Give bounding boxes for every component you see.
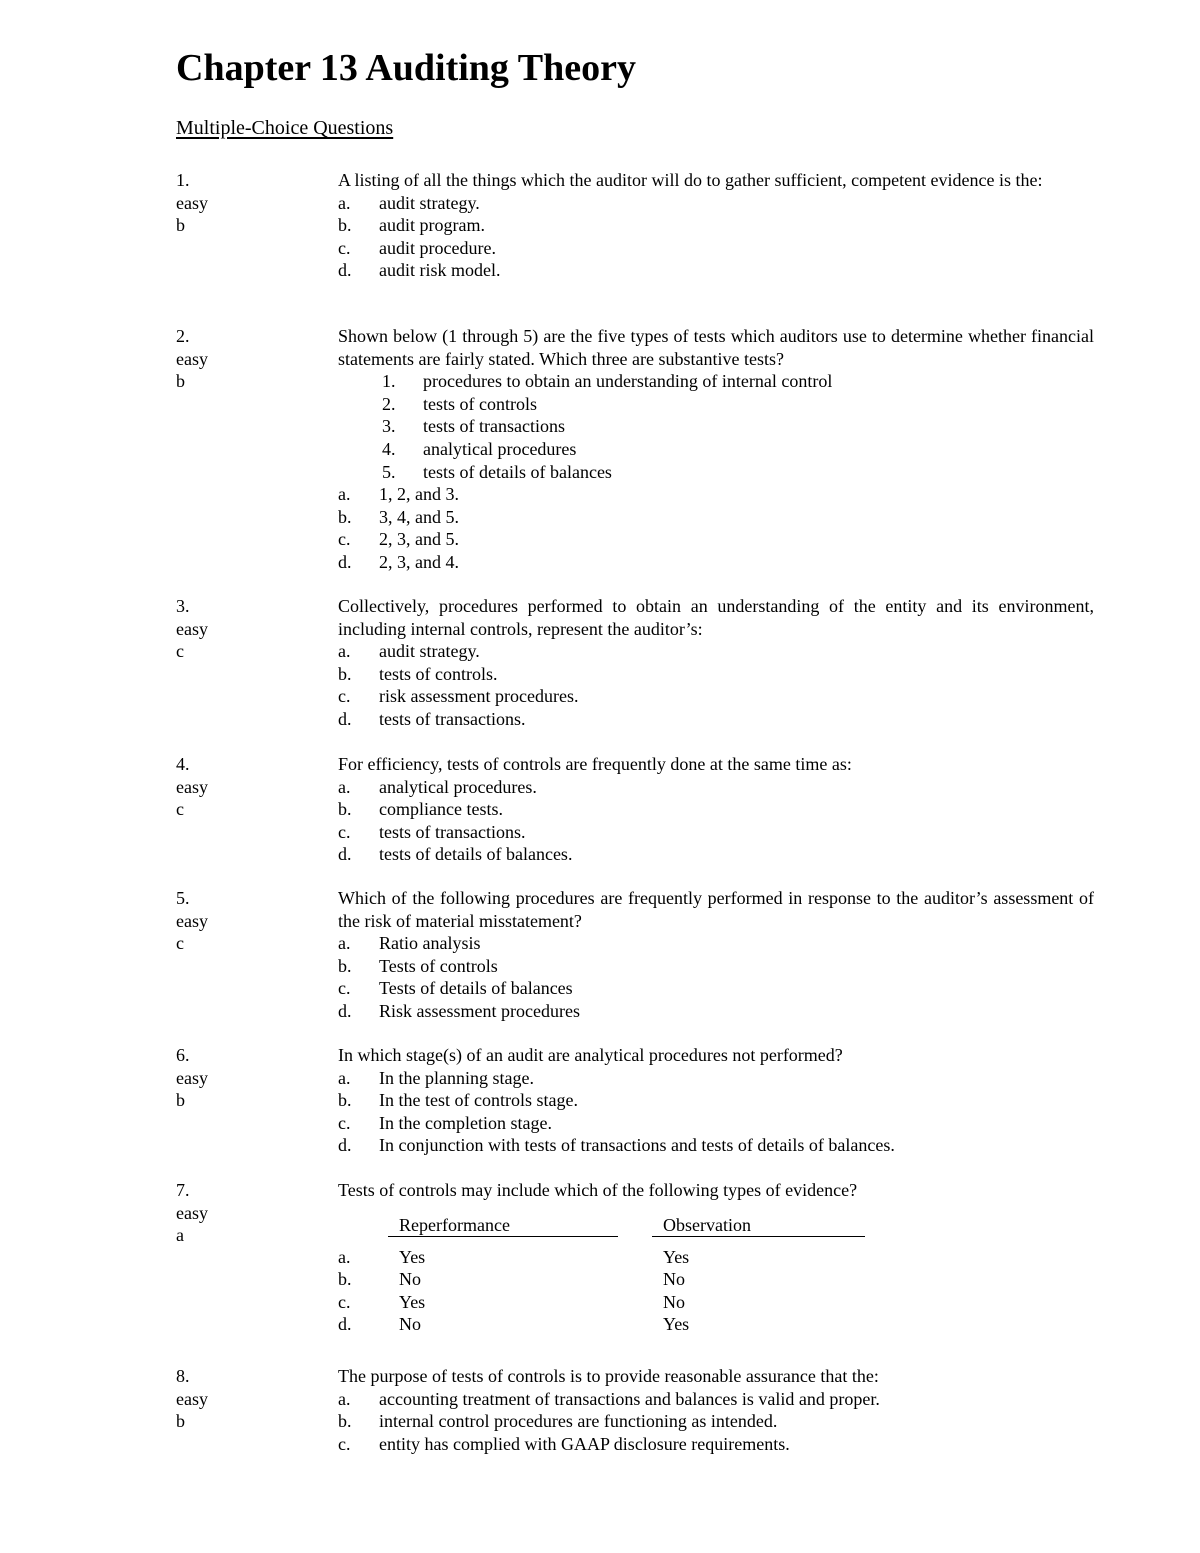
option-letter: b. <box>338 663 352 684</box>
option-c <box>338 821 1094 844</box>
option-d <box>338 843 1094 866</box>
question-answer: c <box>176 641 184 662</box>
observation-value: Yes <box>663 1246 690 1267</box>
option-text: audit risk model. <box>379 260 501 281</box>
test-type-number: 4. <box>382 438 396 459</box>
option-letter: c. <box>338 1291 351 1312</box>
table-row <box>338 1246 1094 1269</box>
question-answer: b <box>176 215 185 236</box>
reperformance-value: No <box>399 1269 421 1290</box>
question-meta <box>176 1044 326 1112</box>
test-type-text: tests of details of balances <box>423 461 612 482</box>
option-text: Risk assessment procedures <box>379 1000 580 1021</box>
test-type-text: analytical procedures <box>423 438 577 459</box>
test-type-number: 1. <box>382 371 396 392</box>
option-text: In conjunction with tests of transactions and tests of details of balances. <box>379 1135 895 1156</box>
question-answer: a <box>176 1225 184 1246</box>
test-type-text: tests of controls <box>423 393 537 414</box>
evidence-table-header <box>338 1214 1094 1246</box>
option-b <box>338 1089 1094 1112</box>
test-type-number: 3. <box>382 416 396 437</box>
question-answer: b <box>176 1090 185 1111</box>
option-b <box>338 955 1094 978</box>
option-d <box>338 259 1094 282</box>
option-letter: b. <box>338 1411 352 1432</box>
option-d <box>338 708 1094 731</box>
question-stem: Which of the following procedures are frequently performed in response to the auditor’s assessment of the risk of material misstatement? <box>338 888 1094 931</box>
option-letter: b. <box>338 215 352 236</box>
option-letter: a. <box>338 933 351 954</box>
question-7 <box>176 1179 1094 1336</box>
option-a <box>338 192 1094 215</box>
question-difficulty: easy <box>176 618 208 639</box>
option-letter: d. <box>338 551 352 572</box>
question-meta <box>176 595 326 663</box>
observation-value: Yes <box>663 1314 690 1335</box>
option-letter: c. <box>338 821 351 842</box>
option-letter: a. <box>338 1246 351 1267</box>
question-number: 3. <box>176 596 190 616</box>
option-b <box>338 214 1094 237</box>
option-letter: d. <box>338 1135 352 1156</box>
reperformance-value: Yes <box>399 1246 426 1267</box>
option-text: audit strategy. <box>379 192 480 213</box>
question-meta <box>176 753 326 821</box>
option-letter: c. <box>338 1112 351 1133</box>
question-stem: In which stage(s) of an audit are analytical procedures not performed? <box>338 1045 843 1065</box>
question-meta <box>176 325 326 393</box>
question-meta <box>176 1365 326 1433</box>
option-text: accounting treatment of transactions and balances is valid and proper. <box>379 1388 880 1409</box>
option-letter: c. <box>338 237 351 258</box>
option-text: 2, 3, and 4. <box>379 551 459 572</box>
question-stem: A listing of all the things which the auditor will do to gather sufficient, competent evidence is the: <box>338 170 1043 190</box>
test-type-text: tests of transactions <box>423 416 565 437</box>
option-letter: d. <box>338 844 352 865</box>
option-text: tests of transactions. <box>379 821 526 842</box>
question-answer: b <box>176 371 185 392</box>
option-letter: a. <box>338 1388 351 1409</box>
question-number: 2. <box>176 326 190 346</box>
question-answer: c <box>176 933 184 954</box>
question-number: 6. <box>176 1045 190 1065</box>
option-text: Tests of details of balances <box>379 978 573 999</box>
option-b <box>338 798 1094 821</box>
option-text: Tests of controls <box>379 955 498 976</box>
question-3 <box>176 595 1094 731</box>
question-difficulty: easy <box>176 1067 208 1088</box>
question-stem: The purpose of tests of controls is to provide reasonable assurance that the: <box>338 1366 879 1386</box>
option-text: tests of controls. <box>379 663 498 684</box>
observation-value: No <box>663 1269 685 1290</box>
option-letter: a. <box>338 776 351 797</box>
table-row <box>338 1313 1094 1336</box>
question-6 <box>176 1044 1094 1157</box>
option-text: internal control procedures are functioning as intended. <box>379 1411 778 1432</box>
question-2 <box>176 325 1094 574</box>
question-meta <box>176 169 326 237</box>
column-header-reperformance: Reperformance <box>388 1214 618 1237</box>
question-meta <box>176 1179 326 1247</box>
question-difficulty: easy <box>176 1388 208 1409</box>
question-4 <box>176 753 1094 866</box>
question-stem: For efficiency, tests of controls are frequently done at the same time as: <box>338 754 852 774</box>
question-1 <box>176 169 1094 282</box>
option-d <box>338 1000 1094 1023</box>
test-type-item <box>338 415 1094 438</box>
option-letter: b. <box>338 506 352 527</box>
option-c <box>338 685 1094 708</box>
option-a <box>338 483 1094 506</box>
question-8 <box>176 1365 1094 1455</box>
reperformance-value: Yes <box>399 1291 426 1312</box>
option-text: tests of transactions. <box>379 708 526 729</box>
option-letter: d. <box>338 260 352 281</box>
question-stem: Shown below (1 through 5) are the five types of tests which auditors use to determine whether financial statements are fairly stated. Which three are substantive tests? <box>338 326 1094 369</box>
option-letter: d. <box>338 1314 352 1335</box>
test-type-number: 5. <box>382 461 396 482</box>
question-number: 4. <box>176 754 190 774</box>
option-d <box>338 551 1094 574</box>
question-stem: Collectively, procedures performed to obtain an understanding of the entity and its environment, including internal controls, represent the auditor’s: <box>338 596 1094 639</box>
option-text: Ratio analysis <box>379 933 481 954</box>
column-header-observation: Observation <box>652 1214 865 1237</box>
option-a <box>338 1388 1094 1411</box>
option-b <box>338 663 1094 686</box>
question-5 <box>176 887 1094 1023</box>
option-d <box>338 1134 1094 1157</box>
section-heading: Multiple-Choice Questions <box>176 117 394 139</box>
option-letter: a. <box>338 192 351 213</box>
option-letter: d. <box>338 1000 352 1021</box>
question-meta <box>176 887 326 955</box>
option-text: In the completion stage. <box>379 1112 552 1133</box>
option-c <box>338 977 1094 1000</box>
option-letter: b. <box>338 955 352 976</box>
option-text: compliance tests. <box>379 799 503 820</box>
option-text: audit procedure. <box>379 237 496 258</box>
option-letter: b. <box>338 1090 352 1111</box>
question-number: 7. <box>176 1180 190 1200</box>
option-a <box>338 1067 1094 1090</box>
option-c <box>338 1433 1094 1456</box>
question-answer: c <box>176 799 184 820</box>
option-letter: b. <box>338 799 352 820</box>
question-difficulty: easy <box>176 1202 208 1223</box>
option-text: risk assessment procedures. <box>379 686 579 707</box>
option-a <box>338 932 1094 955</box>
option-letter: c. <box>338 686 351 707</box>
reperformance-value: No <box>399 1314 421 1335</box>
question-number: 8. <box>176 1366 190 1386</box>
option-a <box>338 640 1094 663</box>
test-type-number: 2. <box>382 393 396 414</box>
question-difficulty: easy <box>176 348 208 369</box>
option-letter: a. <box>338 1067 351 1088</box>
option-b <box>338 506 1094 529</box>
option-b <box>338 1410 1094 1433</box>
option-text: 3, 4, and 5. <box>379 506 459 527</box>
question-number: 1. <box>176 170 190 190</box>
option-letter: b. <box>338 1269 352 1290</box>
page-title: Chapter 13 Auditing Theory <box>176 47 636 89</box>
option-text: 2, 3, and 5. <box>379 529 459 550</box>
test-type-item <box>338 393 1094 416</box>
observation-value: No <box>663 1291 685 1312</box>
option-text: 1, 2, and 3. <box>379 484 459 505</box>
question-difficulty: easy <box>176 192 208 213</box>
option-letter: c. <box>338 978 351 999</box>
option-text: audit program. <box>379 215 485 236</box>
option-a <box>338 776 1094 799</box>
question-number: 5. <box>176 888 190 908</box>
option-letter: a. <box>338 484 351 505</box>
test-type-text: procedures to obtain an understanding of internal control <box>423 371 833 392</box>
option-letter: a. <box>338 641 351 662</box>
table-row <box>338 1268 1094 1291</box>
option-c <box>338 528 1094 551</box>
test-type-item <box>338 438 1094 461</box>
option-text: In the planning stage. <box>379 1067 534 1088</box>
question-answer: b <box>176 1411 185 1432</box>
option-text: In the test of controls stage. <box>379 1090 578 1111</box>
option-letter: d. <box>338 708 352 729</box>
option-c <box>338 1112 1094 1135</box>
option-text: entity has complied with GAAP disclosure requirements. <box>379 1433 790 1454</box>
option-letter: c. <box>338 529 351 550</box>
test-type-item <box>338 370 1094 393</box>
option-text: audit strategy. <box>379 641 480 662</box>
option-text: analytical procedures. <box>379 776 537 797</box>
test-type-item <box>338 461 1094 484</box>
option-letter: c. <box>338 1433 351 1454</box>
table-row <box>338 1291 1094 1314</box>
option-text: tests of details of balances. <box>379 844 573 865</box>
question-difficulty: easy <box>176 910 208 931</box>
question-stem: Tests of controls may include which of the following types of evidence? <box>338 1180 858 1200</box>
option-c <box>338 237 1094 260</box>
question-difficulty: easy <box>176 776 208 797</box>
